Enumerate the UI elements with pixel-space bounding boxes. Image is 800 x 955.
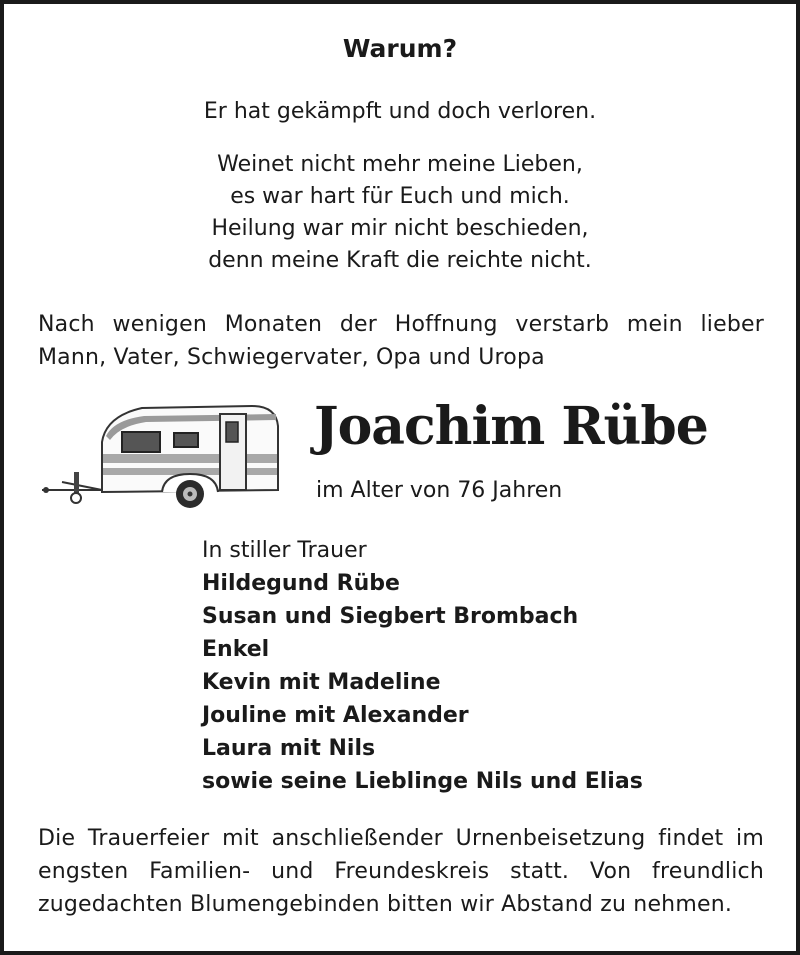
mourner-name: sowie seine Lieblinge Nils und Elias (202, 769, 643, 794)
heading: Warum? (342, 34, 458, 63)
mourners-intro: In stiller Trauer (202, 538, 367, 563)
mourner-name: Laura mit Nils (202, 736, 376, 761)
subheading: Er hat gekämpft und doch verloren. (203, 99, 597, 124)
mourner-name: Susan und Siegbert Brombach (202, 604, 579, 629)
mourner-name: Jouline mit Alexander (202, 703, 469, 728)
mourner-name: Kevin mit Madeline (202, 670, 441, 695)
poem (4, 149, 796, 277)
mourner-name: Enkel (202, 637, 270, 662)
intro-text: Nach wenigen Monaten der Hoffnung verstarb mein lieber Mann, Vater, Schwiegervater, Opa und Uropa (38, 312, 764, 370)
closing-text: Die Trauerfeier mit anschließender Urnenbeisetzung findet im engsten Familien- und Freundeskreis statt. Von freundlich zugedachten Blumengebinden bitten wir Abstand zu nehmen. (38, 826, 764, 917)
poem-line: Heilung war mir nicht beschieden, (211, 216, 589, 241)
poem-line: es war hart für Euch und mich. (230, 184, 570, 209)
deceased-name: Joachim Rübe (314, 396, 708, 457)
caravan-icon (40, 396, 282, 511)
poem-line: Weinet nicht mehr meine Lieben, (217, 152, 583, 177)
mourners-list (202, 534, 643, 798)
mourner-name: Hildegund Rübe (202, 571, 400, 596)
deceased-age: im Alter von 76 Jahren (316, 478, 563, 503)
poem-line: denn meine Kraft die reichte nicht. (208, 248, 592, 273)
